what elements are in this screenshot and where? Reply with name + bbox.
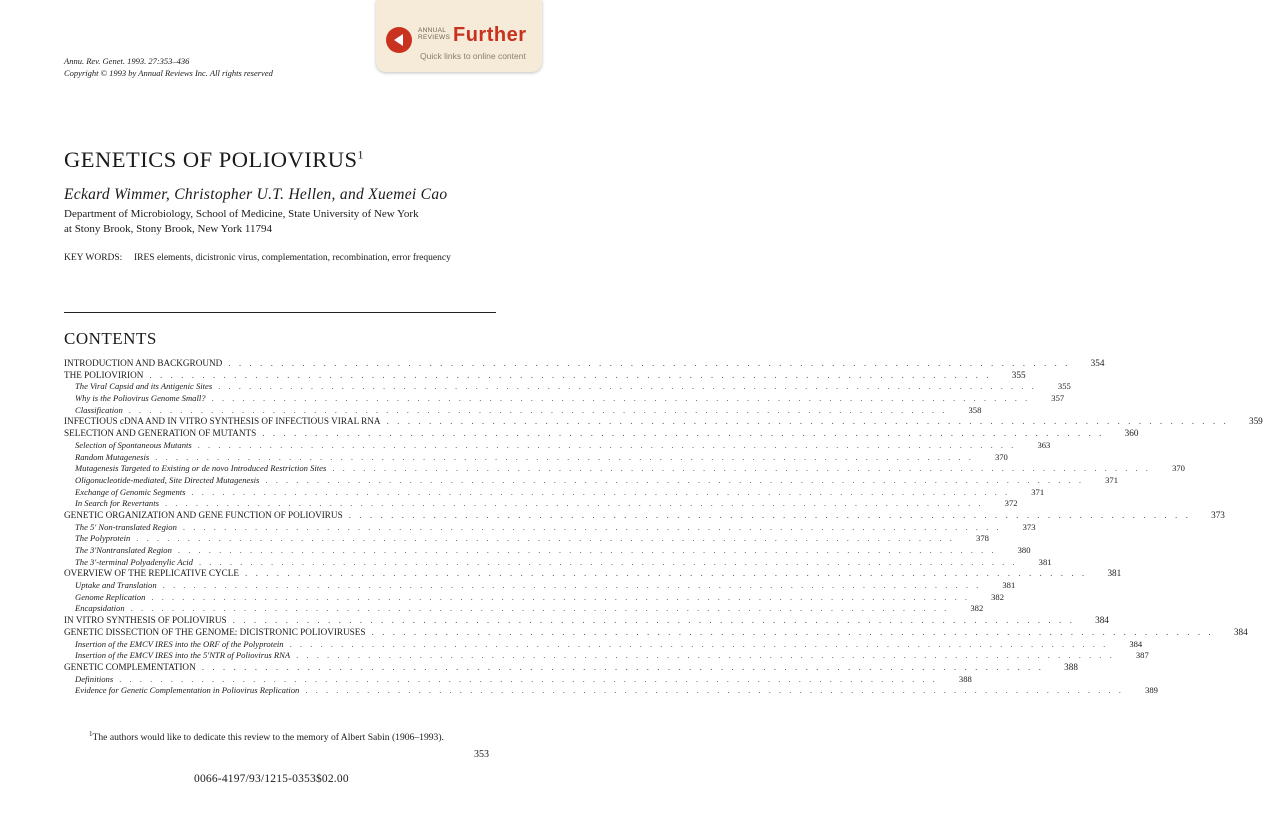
toc-entry-page: 378: [976, 533, 989, 544]
page-number: 353: [474, 749, 489, 760]
toc-entry-page: 384: [1129, 638, 1143, 649]
toc-subsection-entry[interactable]: [64, 474, 1119, 487]
toc-entry-title: The Polyprotein: [75, 533, 131, 544]
toc-section-entry[interactable]: [64, 615, 1109, 627]
toc-entry-title: Insertion of the EMCV IRES into the ORF of the Polyprotein: [75, 638, 284, 649]
toc-entry-title: Random Mutagenesis: [75, 451, 150, 462]
toc-leader-dots: . . . . . . . . . . . . . . . . . . . . . . . . . . . . . . . . . . . . . . . . . . . . . . . . . . . . . . . . . . . . . . . . . . . . . . . . . . . . . . . .: [289, 638, 1109, 649]
toc-leader-dots: . . . . . . . . . . . . . . . . . . . . . . . . . . . . . . . . . . . . . . . . . . . . . . . . . . . . . . . . . . . . . . . . . . . . . . . . . . . . . . . .: [162, 580, 982, 591]
toc-entry-title: Encapsidation: [75, 603, 125, 614]
toc-entry-page: 380: [1017, 545, 1031, 555]
keywords: [64, 252, 539, 264]
title-text: GENETICS OF POLIOVIRUS: [64, 147, 358, 172]
toc-entry-title: The 3′-terminal Polyadenylic Acid: [75, 556, 193, 567]
toc-entry-title: IN VITRO SYNTHESIS OF POLIOVIRUS: [64, 615, 227, 626]
toc-entry-title: The 3′Nontranslated Region: [75, 545, 172, 555]
toc-entry-title: The 5′ Non-translated Region: [75, 521, 177, 532]
toc-entry-page: 360: [1124, 428, 1139, 439]
toc-entry-page: 355: [1057, 381, 1071, 392]
badge-annual-reviews-label: ANNUAL REVIEWS: [418, 27, 451, 41]
badge-subtitle: Quick links to online content: [420, 51, 526, 61]
toc-entry-page: 370: [994, 451, 1008, 462]
toc-entry-page: 381: [1002, 580, 1016, 591]
toc-subsection-entry[interactable]: [64, 556, 1052, 569]
toc-leader-dots: . . . . . . . . . . . . . . . . . . . . . . . . . . . . . . . . . . . . . . . . . . . . . . . . . . . . . . . . . . . . . . . . . . . . . . . . . . . . . . . .: [262, 428, 1105, 439]
affiliation-line: at Stony Brook, Stony Brook, New York 11794: [64, 223, 272, 235]
toc-leader-dots: . . . . . . . . . . . . . . . . . . . . . . . . . . . . . . . . . . . . . . . . . . . . . . . . . . . . . . . . . . . . . . . . . . . . . . . . . . . . . . . .: [198, 556, 1018, 567]
toc-entry-title: OVERVIEW OF THE REPLICATIVE CYCLE: [64, 568, 240, 579]
affiliation-line: Department of Microbiology, School of Medicine, State University of New York: [64, 208, 419, 220]
toc-leader-dots: . . . . . . . . . . . . . . . . . . . . . . . . . . . . . . . . . . . . . . . . . . . . . . . . . . . . . . . . . . . . . . . . . . . . . . . . . . . . . . . .: [151, 591, 971, 602]
toc-entry-page: 384: [1095, 615, 1109, 626]
toc-leader-dots: . . . . . . . . . . . . . . . . . . . . . . . . . . . . . . . . . . . . . . . . . . . . . . . . . . . . . . . . . . . . . . . . . . . . . . . . . . . . . . . .: [164, 498, 984, 509]
toc-leader-dots: . . . . . . . . . . . . . . . . . . . . . . . . . . . . . . . . . . . . . . . . . . . . . . . . . . . . . . . . . . . . . . . . . . . . . . . . . . . . . . . .: [245, 568, 1088, 579]
toc-subsection-entry[interactable]: [64, 463, 1185, 475]
toc-leader-dots: . . . . . . . . . . . . . . . . . . . . . . . . . . . . . . . . . . . . . . . . . . . . . . . . . . . . . . . . . . . . . . . . . . . . . . . . . . . . . . . .: [228, 358, 1071, 368]
table-of-contents: [64, 358, 1263, 697]
toc-entry-title: GENETIC ORGANIZATION AND GENE FUNCTION OF POLIOVIRUS: [64, 509, 343, 520]
toc-entry-page: 387: [1135, 650, 1149, 661]
annual-reviews-further-badge[interactable]: [376, 0, 542, 72]
toc-leader-dots: . . . . . . . . . . . . . . . . . . . . . . . . . . . . . . . . . . . . . . . . . . . . . . . . . . . . . . . . . . . . . . . . . . . . . . . . . . . . . . . .: [136, 533, 955, 544]
toc-leader-dots: . . . . . . . . . . . . . . . . . . . . . . . . . . . . . . . . . . . . . . . . . . . . . . . . . . . . . . . . . . . . . . . . . . . . . . . . . . . . . . . .: [177, 545, 997, 555]
toc-entry-page: 357: [1051, 393, 1065, 404]
toc-entry-page: 382: [970, 603, 984, 614]
toc-entry-page: 382: [991, 591, 1005, 602]
footnote-text: The authors would like to dedicate this review to the memory of Albert Sabin (1906–1993).: [92, 732, 444, 744]
toc-entry-title: Why is the Poliovirus Genome Small?: [75, 393, 206, 404]
contents-heading: CONTENTS: [64, 329, 157, 348]
toc-entry-page: 371: [1031, 486, 1045, 497]
toc-leader-dots: . . . . . . . . . . . . . . . . . . . . . . . . . . . . . . . . . . . . . . . . . . . . . . . . . . . . . . . . . . . . . . . . . . . . . . . . . . . . . . . .: [130, 603, 950, 614]
toc-entry-title: GENETIC DISSECTION OF THE GENOME: DICISTRONIC POLIOVIRUSES: [64, 626, 366, 637]
toc-entry-title: GENETIC COMPLEMENTATION: [64, 661, 196, 672]
toc-entry-page: 388: [1064, 661, 1078, 672]
toc-entry-title: Genome Replication: [75, 591, 146, 602]
citation-line: Annu. Rev. Genet. 1993. 27:353–436: [64, 56, 190, 66]
toc-subsection-entry[interactable]: [64, 498, 1018, 510]
toc-subsection-entry[interactable]: [64, 580, 1016, 592]
toc-section-entry[interactable]: [64, 369, 1026, 382]
toc-entry-page: 388: [958, 673, 972, 684]
toc-leader-dots: . . . . . . . . . . . . . . . . . . . . . . . . . . . . . . . . . . . . . . . . . . . . . . . . . . . . . . . . . . . . . . . . . . . . . . . . . . . . . . . .: [149, 369, 992, 380]
toc-section-entry[interactable]: [64, 661, 1078, 674]
article-code: 0066-4197/93/1215-0353$02.00: [194, 773, 349, 785]
toc-section-entry[interactable]: [64, 568, 1122, 580]
toc-entry-page: 373: [1211, 509, 1225, 520]
toc-entry-title: Uptake and Translation: [75, 580, 157, 591]
toc-subsection-entry[interactable]: [64, 673, 972, 686]
authors: Eckard Wimmer, Christopher U.T. Hellen, and Xuemei Cao: [64, 186, 448, 203]
divider: [64, 312, 496, 313]
toc-subsection-entry[interactable]: [64, 439, 1051, 452]
footnote-marker: 1: [89, 730, 93, 738]
toc-entry-page: 372: [1004, 498, 1018, 509]
toc-entry-title: Mutagenesis Targeted to Existing or de novo Introduced Restriction Sites: [75, 463, 327, 474]
toc-subsection-entry[interactable]: [64, 486, 1045, 499]
toc-subsection-entry[interactable]: [64, 533, 989, 545]
toc-leader-dots: . . . . . . . . . . . . . . . . . . . . . . . . . . . . . . . . . . . . . . . . . . . . . . . . . . . . . . . . . . . . . . . . . . . . . . . . . . . . . . . .: [386, 416, 1229, 427]
toc-entry-page: 359: [1248, 416, 1263, 427]
toc-entry-title: Evidence for Genetic Complementation in Poliovirus Replication: [75, 685, 300, 696]
toc-entry-title: Oligonucleotide-mediated, Site Directed Mutagenesis: [75, 474, 260, 485]
badge-further-label: Further: [453, 24, 527, 46]
toc-entry-page: 358: [968, 404, 982, 415]
toc-subsection-entry[interactable]: [64, 650, 1149, 662]
toc-subsection-entry[interactable]: [64, 603, 984, 615]
toc-subsection-entry[interactable]: [64, 685, 1158, 697]
toc-leader-dots: . . . . . . . . . . . . . . . . . . . . . . . . . . . . . . . . . . . . . . . . . . . . . . . . . . . . . . . . . . . . . . . . . . . . . . . . . . . . . . . .: [211, 393, 1031, 404]
toc-entry-title: Exchange of Genomic Segments: [75, 486, 186, 497]
toc-leader-dots: . . . . . . . . . . . . . . . . . . . . . . . . . . . . . . . . . . . . . . . . . . . . . . . . . . . . . . . . . . . . . . . . . . . . . . . . . . . . . . . .: [332, 463, 1151, 474]
toc-entry-page: 355: [1011, 369, 1026, 380]
toc-entry-page: 371: [1105, 474, 1119, 485]
toc-section-entry[interactable]: [64, 358, 1105, 370]
toc-subsection-entry[interactable]: [64, 451, 1008, 464]
affiliation: [64, 207, 494, 237]
toc-entry-title: Insertion of the EMCV IRES into the 5′NTR of Poliovirus RNA: [75, 650, 291, 661]
toc-leader-dots: . . . . . . . . . . . . . . . . . . . . . . . . . . . . . . . . . . . . . . . . . . . . . . . . . . . . . . . . . . . . . . . . . . . . . . . . . . . . . . . .: [296, 650, 1115, 661]
toc-leader-dots: . . . . . . . . . . . . . . . . . . . . . . . . . . . . . . . . . . . . . . . . . . . . . . . . . . . . . . . . . . . . . . . . . . . . . . . . . . . . . . . .: [119, 673, 938, 684]
toc-entry-page: 384: [1233, 626, 1248, 637]
toc-entry-title: INTRODUCTION AND BACKGROUND: [64, 358, 223, 368]
toc-subsection-entry[interactable]: [64, 521, 1036, 534]
toc-entry-page: 373: [1022, 521, 1036, 532]
toc-leader-dots: . . . . . . . . . . . . . . . . . . . . . . . . . . . . . . . . . . . . . . . . . . . . . . . . . . . . . . . . . . . . . . . . . . . . . . . . . . . . . . . .: [191, 486, 1011, 497]
toc-entry-page: 381: [1107, 568, 1122, 579]
journal-citation: [64, 55, 273, 79]
article-title: [64, 147, 364, 173]
toc-section-entry[interactable]: [64, 416, 1263, 428]
toc-entry-title: Classification: [75, 404, 123, 415]
toc-leader-dots: . . . . . . . . . . . . . . . . . . . . . . . . . . . . . . . . . . . . . . . . . . . . . . . . . . . . . . . . . . . . . . . . . . . . . . . . . . . . . . . .: [348, 509, 1191, 520]
toc-entry-title: Definitions: [75, 673, 114, 684]
toc-entry-page: 354: [1090, 358, 1105, 368]
toc-leader-dots: . . . . . . . . . . . . . . . . . . . . . . . . . . . . . . . . . . . . . . . . . . . . . . . . . . . . . . . . . . . . . . . . . . . . . . . . . . . . . . . .: [182, 521, 1002, 532]
play-arrow-icon: [386, 27, 412, 53]
toc-section-entry[interactable]: [64, 509, 1225, 522]
toc-leader-dots: . . . . . . . . . . . . . . . . . . . . . . . . . . . . . . . . . . . . . . . . . . . . . . . . . . . . . . . . . . . . . . . . . . . . . . . . . . . . . . . .: [197, 439, 1017, 450]
toc-subsection-entry[interactable]: [64, 404, 982, 417]
toc-leader-dots: . . . . . . . . . . . . . . . . . . . . . . . . . . . . . . . . . . . . . . . . . . . . . . . . . . . . . . . . . . . . . . . . . . . . . . . . . . . . . . . .: [305, 685, 1124, 696]
toc-leader-dots: . . . . . . . . . . . . . . . . . . . . . . . . . . . . . . . . . . . . . . . . . . . . . . . . . . . . . . . . . . . . . . . . . . . . . . . . . . . . . . . .: [371, 626, 1214, 637]
toc-leader-dots: . . . . . . . . . . . . . . . . . . . . . . . . . . . . . . . . . . . . . . . . . . . . . . . . . . . . . . . . . . . . . . . . . . . . . . . . . . . . . . . .: [201, 661, 1044, 672]
copyright-line: Copyright © 1993 by Annual Reviews Inc. All rights reserved: [64, 68, 273, 78]
toc-subsection-entry[interactable]: [64, 638, 1143, 651]
toc-entry-page: 370: [1172, 463, 1185, 474]
toc-entry-title: THE POLIOVIRION: [64, 369, 144, 380]
toc-leader-dots: . . . . . . . . . . . . . . . . . . . . . . . . . . . . . . . . . . . . . . . . . . . . . . . . . . . . . . . . . . . . . . . . . . . . . . . . . . . . . . . .: [155, 451, 974, 462]
toc-entry-page: 389: [1145, 685, 1158, 696]
toc-section-entry[interactable]: [64, 428, 1139, 440]
toc-entry-page: 363: [1037, 439, 1051, 450]
toc-leader-dots: . . . . . . . . . . . . . . . . . . . . . . . . . . . . . . . . . . . . . . . . . . . . . . . . . . . . . . . . . . . . . . . . . . . . . . . . . . . . . . . .: [218, 381, 1037, 392]
keywords-label: KEY WORDS:: [64, 253, 123, 263]
toc-subsection-entry[interactable]: [64, 591, 1005, 604]
toc-entry-title: In Search for Revertants: [75, 498, 159, 509]
footnote: [89, 730, 444, 743]
toc-leader-dots: . . . . . . . . . . . . . . . . . . . . . . . . . . . . . . . . . . . . . . . . . . . . . . . . . . . . . . . . . . . . . . . . . . . . . . . . . . . . . . . .: [265, 474, 1085, 485]
toc-subsection-entry[interactable]: [64, 545, 1031, 557]
toc-entry-title: Selection of Spontaneous Mutants: [75, 439, 192, 450]
toc-section-entry[interactable]: [64, 626, 1248, 639]
toc-subsection-entry[interactable]: [64, 381, 1071, 393]
toc-leader-dots: . . . . . . . . . . . . . . . . . . . . . . . . . . . . . . . . . . . . . . . . . . . . . . . . . . . . . . . . . . . . . . . . . . . . . . . . . . . . . . . .: [232, 615, 1075, 626]
toc-entry-title: INFECTIOUS cDNA AND IN VITRO SYNTHESIS OF INFECTIOUS VIRAL RNA: [64, 416, 381, 427]
title-footnote-marker: 1: [357, 147, 365, 162]
keywords-text: IRES elements, dicistronic virus, complementation, recombination, error frequency: [134, 253, 451, 263]
toc-entry-page: 381: [1038, 556, 1052, 567]
toc-subsection-entry[interactable]: [64, 393, 1065, 405]
toc-entry-title: The Viral Capsid and its Antigenic Sites: [75, 381, 213, 392]
toc-leader-dots: . . . . . . . . . . . . . . . . . . . . . . . . . . . . . . . . . . . . . . . . . . . . . . . . . . . . . . . . . . . . . . . . . . . . . . . . . . . . . . . .: [128, 404, 948, 415]
toc-entry-title: SELECTION AND GENERATION OF MUTANTS: [64, 428, 257, 439]
